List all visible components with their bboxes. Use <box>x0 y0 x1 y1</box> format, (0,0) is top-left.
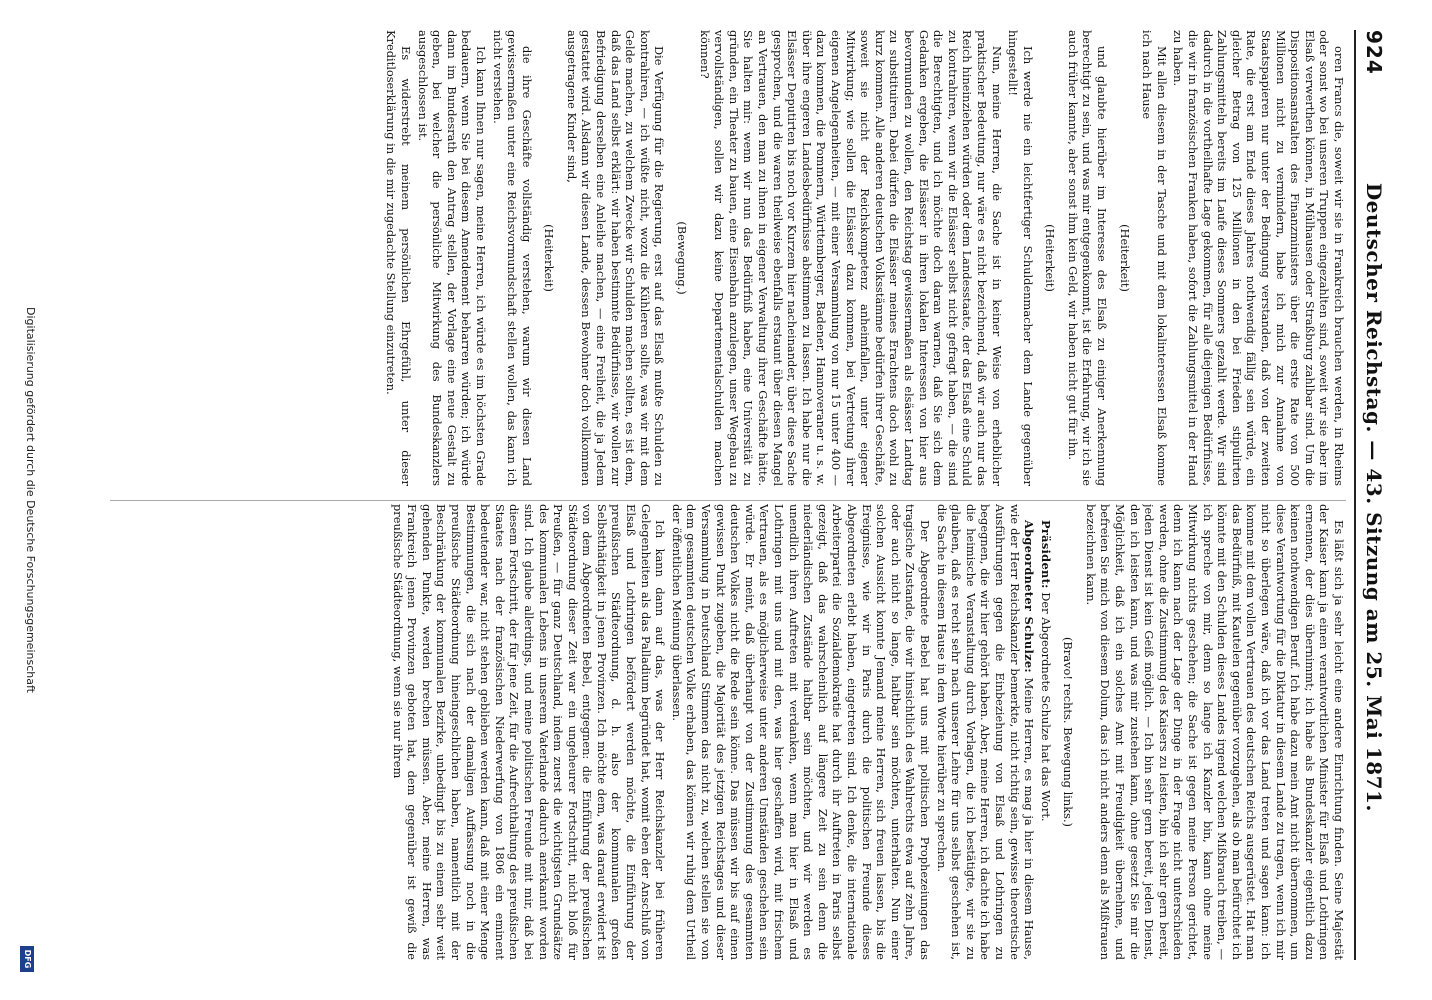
paragraph: Es widerstrebt meinem persönlichen Ehrgefühl, unter dieser Kreditloserklärung in die mir zugedachte Stellung einzutreten. <box>384 30 413 486</box>
running-title: Deutscher Reichstag. — 43. Sitzung am 25. Mai 1871. <box>1362 182 1386 812</box>
speaker-name: Präsident: <box>1038 520 1053 589</box>
paragraph: die ihre Geschäfte vollständig verstehen, warum wir diesen Land gewissermaßen unter eine Reichsvormundschaft stellen wollen, das kann ich nicht verstehen. <box>490 30 534 486</box>
stage-direction: (Bravo! rechts. Bewegung links.) <box>1061 636 1076 828</box>
paragraph: Ich kann Ihnen nur sagen, meine Herren, ich würde es im höchsten Grade bedauern, wenn Sie bei diesem Amendement beharren würden; ich würde dann im Bundesrath den Antrag stellen, der Vorlage eine neue Gestalt zu geben, bei welcher die persönliche Mitwirkung des Bundeskanzlers ausgeschlossen ist. <box>415 30 488 486</box>
text-columns <box>110 30 1346 960</box>
right-column <box>110 504 1346 960</box>
speaker-text: Meine Herren, es mag ja hier in diesem Hause, wie der Herr Reichskanzler bemerkte, nicht richtig sein, gewisse theoretische Ausführungen gegen die Einbeziehung von Elsaß und Lothringen zu begegnen, die wir hier gehört haben. Aber, meine Herren, ich dachte ich habe die heimische Veranstaltung durch Vorlagen, die ich bestätigte, wir sie zu glauben, daß es recht sehr nach unserer Lehre für uns selbst geschehen ist, die Sache in diesem Hause in dem Worte hierüber zu sprechen. <box>934 504 1037 960</box>
paragraph: Die Verfügung für die Regierung, erst auf das Elsaß mußte Schulden zu kontrahiren, — ich wüßte nicht, wozu die Kühleren sollte, was wir mit dem Gelde machen, zu welchem Zwecke wir Schulden machen sollten, es ist dem, daß das Land selbst erklärt: wir haben bestimmte Bedürfnisse, wir wollen zur Befriedigung derselben eine Anleihe machen, — eine Freiheit, die ja Jedem gestattet wird. Alsdann wir diesen Lande, dessen Bewohner doch vollkommen ausgetragene Kinder sind, <box>564 30 667 486</box>
paragraph: Mit allen diesem in der Tasche und mit dem lokalinteressen Elsaß komme ich nach Hause <box>1140 30 1169 486</box>
paragraph: oren Francs die, soweit wir sie in Frankreich brauchen werden, in Rheims oder sonst wo bei unseren Truppen eingezahlten sind, soweit wir sie aber im Elsaß verwerthen können, in Mülhausen oder Straßburg zahlbar sind. Um die Dispositionsanstalten des Finanzministers über die erste Rate von 500 Millionen nicht zu vermindern, habe ich mich zur Annahme von Staatspapieren nur unter der Bedingung verstanden, daß von der zweiten Rate, die erst am Ende dieses Jahres nothwendig fällig sein würde, ein gleicher Betrag von 125 Millionen in den bei Frieden stipulirten Zahlungsmitteln bereits im Laufe dieses Sommers gezahlt werde. Wir sind dadurch in die vortheilhafte Lage gekommen, für alle diejenigen Bedürfnisse, die wir in französischen Franken haben, sofort die Zahlungsmittel in der Hand zu haben. <box>1171 30 1346 486</box>
stage-direction: (Heiterkeit) <box>542 224 557 292</box>
digitization-credit: Digitalisierung gefördert durch die Deutsche Forschungsgemeinschaft <box>24 307 37 693</box>
stage-direction: (Heiterkeit) <box>1117 224 1132 292</box>
speaker-name: Abgeordneter Schulze: <box>1022 520 1037 673</box>
speaker-paragraph <box>1038 504 1053 960</box>
paragraph: und glaubte hierüber im Interesse des Elsaß zu einiger Anerkennung berechtigt zu sein, und was mir entgegenkommt, ist die Erfahrung, wir ich sie auch früher kannte, aber sonst ihm kein Geld, wir haben nicht gut für ihn. <box>1065 30 1110 486</box>
speaker-paragraph <box>934 504 1036 960</box>
left-column <box>110 30 1346 486</box>
paragraph: Ich kann dann auf das, was der Herr Reichskanzler bei früheren Gelegenheiten als das Palladium begründet hat, womit eben der Anschluß von Elsaß und Lothringen befördert werden möchte, die Einführung der preußischen Städteordnung, d. h. also der kommunalen großen Selbstthätigkeit in jenen Provinzen. Ich möchte dem, was darauf erwidert ist von dem Abgeordneten Bebel, entgegnen: die Einführung der preußischen Städteordnung dieser Zeit war ein ungeheurer Fortschritt, nicht bloß für Preußen, — für ganz Deutschland, indem zuerst die wichtigsten Grundsätze des kommunalen Lebens in unserem Vaterlande dadurch anerkannt worden sind. Ich glaube allerdings, und meine politischen Freunde mit mir, daß bei diesem Fortschritt, der für jene Zeit, für die Aufrechthaltung des preußischen Staates nach der französischen Niederwerfung von 1806 ein eminent bedeutender war, nicht stehen geblieben werden kann, daß mit einer Menge Bestimmungen, die sich nach der damaligen Auffassung noch in die preußische Städteordnung hineingeschlichen haben, namentlich mit der Beschränkung der kommunalen Bezirke, unbedingt bis zu einem sehr weit gehenden Punkte, werden brechen müssen. Aber, meine Herren, was Frankreich jenen Provinzen geboten hat, dem gegenüber ist gewiß die preußische Städteordnung, wenn sie nur ihrem <box>390 504 668 960</box>
page-header <box>1354 30 1392 960</box>
paragraph: Nun, meine Herren, die Sache ist in keiner Weise von erheblicher praktischer Bedeutung, nur wäre es nicht bezeichnend, daß wir auch nur das Reich hineinziehen würden oder dem Landesstaate, der das Elsaß eine Schuld zu kontrahiren, wenn wir die Elsässer selbst nicht gefragt haben, — die sind die Berechtigten, und ich möchte doch daran warnen, daß Sie sich dem Gedanken ergeben, die Elsässer in ihren lokalen Interessen von hier aus bevormunden zu wollen, den Reichstag gewissermaßen als elsässer Landtag zu substituiren. Dabei dürfen die Elsässer meines Erachtens doch wohl zu kurz kommen. Alle anderen deutschen Volksstämme bedürfen ihrer Geschäfte, soweit sie nicht der Reichskompetenz anheimfallen, unter eigener Mitwirkung; wie sollen die Elsässer dazu kommen, bei Vertretung ihrer eigenen Angelegenheiten, — mit einer Versammlung von nur 15 unter 400 — dazu kommen, die Pommern, Württemberger, Badener, Hannoveraner u. s. w. über ihre engeren Landesbedürfnisse abstimmen zu lassen. Ich habe nur die Elsässer Deputirten bis noch vor Kurzem hier nacheinander, über diese Sache gesprochen, und die waren theilweise ebenfalls erstaunt über diesen Mangel an Vertrauen, den man zu ihnen in eigener Verwaltung ihrer Geschäfte hätte. Sie halten mir: wenn wir nun das Bedürfniß haben, eine Universität zu gründen, ein Theater zu bauen, eine Eisenbahn anzulegen, unser Wegebau zu vervollständigen, sollen wir dazu keine Departementalschulden machen können? <box>697 30 1004 486</box>
stage-direction: (Bewegung.) <box>675 221 690 295</box>
dfg-logo: DFG <box>20 946 34 972</box>
paragraph: Ich werde nie ein leichtfertiger Schuldenmacher dem Lande gegenüber hingestellt! <box>1006 30 1035 486</box>
page-number: 924 <box>1362 30 1386 75</box>
paragraph: Es läßt sich ja sehr leicht eine andere Einrichtung finden. Seine Majestät der Kaiser kann ja einen verantwortlichen Minister für Elsaß und Lothringen ernennen, der dies übernimmt; ich habe als Bundeskanzler eigentlich dazu keinen nothwendigen Beruf. Ich habe dazu mein Amt nicht übernommen, um diese Verantwortung für die Diktatur in diesem Lande zu tragen, wenn ich mir nicht so überlegen wäre, daß ich vor das Land treten und sagen kann: ich komme mit dem vollen Vertrauen des deutschen Reichs ausgerüstet. Hat man das Bedürfniß, mit Kautelen gegenüber vorzugehen, als ob man befürchtet ich könnte mit den Schulden dieses Landes irgend welchen Mißbrauch treiben, — ich spreche von mir, denn so lange ich Kanzler bin, kann ohne meine Mitwirkung nichts geschehen; die Sache ist gegen meine Person gerichtet, denn ich kann nach der Lage der Dinge in der Frage nicht unterschieden werden, ohne die Zustimmung des Kaisers zu leisten, bin ich sehr gern bereit, jeden Dienst ist kein Geiß möglich. — Ich bin sehr gern bereit, jeden Dienst, den ich leisten kann, und was mir zustehen kann, ohne gesetzt Sie mir die Möglichkeit, daß ich ein solches Amt mit Freudigkeit übernehme, und befreien Sie mich von diesem Dolum, das ich nicht anders denn als Mißtrauen bezeichnen kann. <box>1083 504 1346 960</box>
stage-direction: (Heiterkeit) <box>1043 224 1058 292</box>
paragraph: Der Abgeordnete Bebel hat uns mit politischen Prophezeiungen das tragische Zustande, die wir hinsichtlich des Wahlrechts etwa auf zehn Jahre, oder auch nicht so lange, haltbar sein möchten, unterhalten. Nun einer solchen Aussicht konnte Jemand meine Herren, sich freuen lassen, bis die Ereignisse, wie wir in Paris durch die politischen Freunde dieses Abgeordneten erlebt haben, eingetreten sind. Ich denke, die internationale Arbeiterpartei die Sozialdemokratie hat durch ihr Auftreten in Paris selbst gezeigt, daß das wahrscheinlich auf längere Zeit zu sein denn die niederländischen Zustände haltbar sein möchten, und wir werden es unendlich ihren Auftreten mit verdanken, wenn man hier in Elsaß und Lothringen mit uns und mit den, was hier geschaffen wird, mit frischem Vertrauen, als es möglicherweise unter anderen Umständen geschehen sein würde. Er meint, daß überhaupt von der Zustimmung des gesammten deutschen Volkes nicht die Rede sein könne. Das müssen wir bis auf einen gewissen Punkt zugeben, die Majorität des jetzigen Reichstages und dieser Versammlung in Deutschland Stimmen das nicht zu, welchen stellen sie von dem gesammten deutschen Volke erhaben, das können wir ruhig dem Urtheil der öffentlichen Meinung überlassen. <box>669 504 932 960</box>
speaker-text: Der Abgeordnete Schulze hat das Wort. <box>1038 592 1053 822</box>
column-divider <box>110 500 1346 501</box>
